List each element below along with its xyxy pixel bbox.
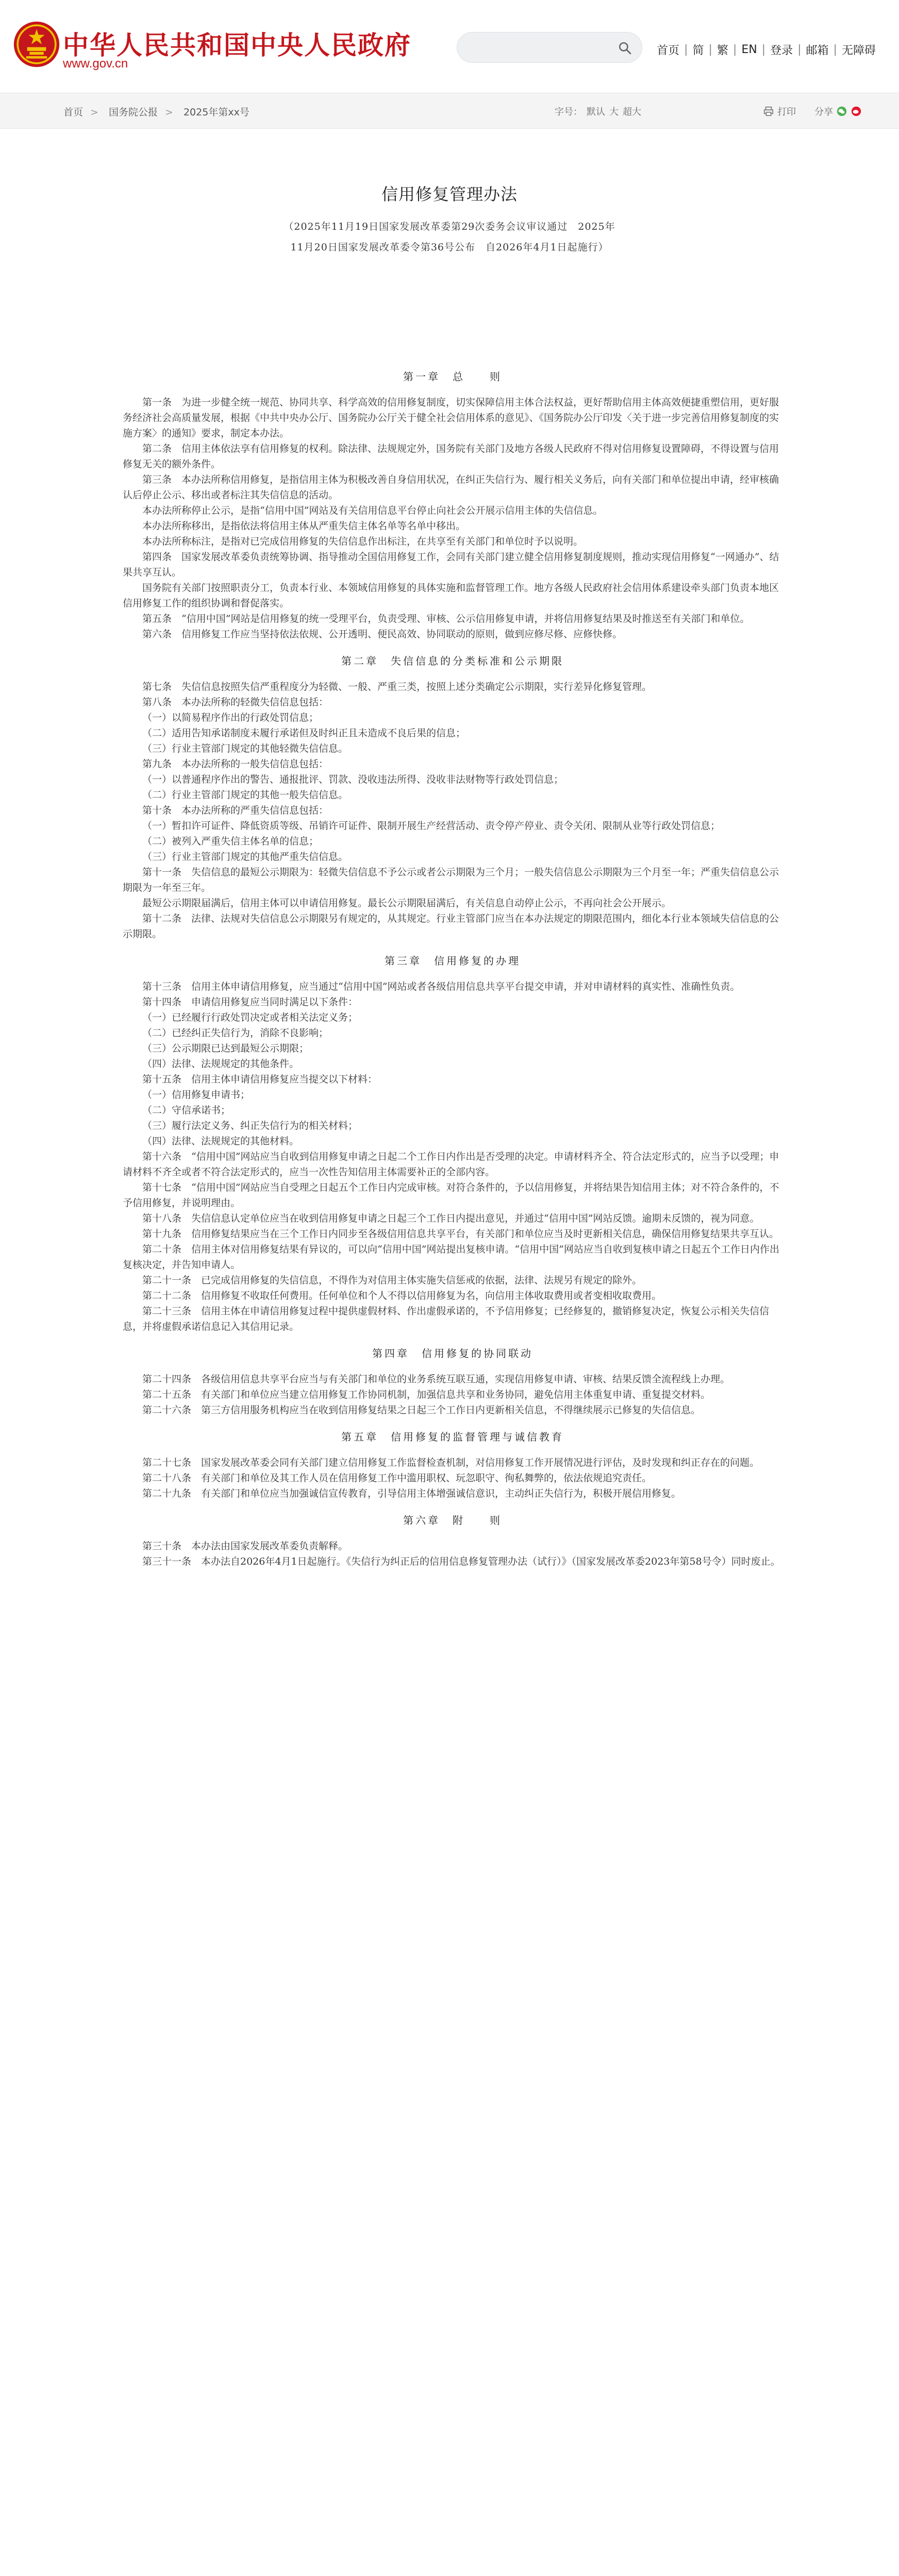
site-header xyxy=(0,0,899,93)
article-body xyxy=(63,129,836,2576)
paragraph: 第六条 信用修复工作应当坚持依法依规、公开透明、便民高效、协同联动的原则，做到应修尽修、应修快修。 xyxy=(142,629,623,640)
paragraph: 第二十一条 已完成信用修复的失信信息，不得作为对信用主体实施失信惩戒的依据，法律、法规另有规定的除外。 xyxy=(142,1275,642,1286)
paragraph: （三）行业主管部门规定的其他严重失信信息。 xyxy=(142,851,348,862)
paragraph: 第二十六条 第三方信用服务机构应当在收到信用修复结果之日起三个工作日内更新相关信息，不得继续展示已修复的失信信息。 xyxy=(142,1404,701,1416)
breadcrumb-issue[interactable]: 2025年第xx号 xyxy=(183,107,249,118)
paragraph: 第二十八条 有关部门和单位及其工作人员在信用修复工作中滥用职权、玩忽职守、徇私舞弊的，依法依规追究责任。 xyxy=(142,1472,652,1484)
paragraph: 第十一条 失信信息的最短公示期限为：轻微失信信息不予公示或者公示期限为三个月；一般失信信息公示期限为三个月至一年；严重失信信息公示期限为一年至三年。 xyxy=(123,867,779,893)
paragraph: 第二十四条 各级信用信息共享平台应当与有关部门和单位的业务系统互联互通，实现信用修复申请、审核、结果反馈全流程线上办理。 xyxy=(142,1374,730,1385)
doc-tools xyxy=(555,105,862,118)
site-url: www.gov.cn xyxy=(63,57,128,71)
nav-mail[interactable]: 邮箱 xyxy=(806,44,829,57)
font-size-label: 字号： xyxy=(555,107,582,117)
doc-meta-line-1: （2025年11月19日国家发展改革委第29次委务会议审议通过 2025年 xyxy=(284,221,615,232)
paragraph: 本办法所称移出，是指依法将信用主体从严重失信主体名单等名单中移出。 xyxy=(142,520,466,532)
paragraph: （一）信用修复申请书； xyxy=(142,1089,251,1100)
paragraph: 第十二条 法律、法规对失信信息公示期限另有规定的，从其规定。行业主管部门应当在本办法规定的期限范围内，细化本行业本领域失信信息的公示期限。 xyxy=(123,913,779,940)
national-emblem-icon[interactable] xyxy=(13,21,60,68)
nav-english[interactable]: EN xyxy=(741,43,757,56)
paragraph: （三）行业主管部门规定的其他轻微失信信息。 xyxy=(142,743,348,754)
breadcrumb-bar xyxy=(0,93,899,129)
font-size-xlarge[interactable]: 超大 xyxy=(623,107,641,117)
paragraph: 第十六条 “信用中国”网站应当自收到信用修复申请之日起二个工作日内作出是否受理的决定。申请材料齐全、符合法定形式的，应当予以受理；申请材料不齐全或者不符合法定形式的，应当一次性告知信用主体需要补正的全部内容。 xyxy=(123,1151,779,1178)
doc-meta-line-2: 11月20日国家发展改革委令第36号公布 自2026年4月1日起施行） xyxy=(290,242,609,253)
paragraph: （三）履行法定义务、纠正失信行为的相关材料； xyxy=(142,1120,358,1131)
paragraph: 第二十条 信用主体对信用修复结果有异议的，可以向“信用中国”网站提出复核申请。“信用中国”网站应当自收到复核申请之日起五个工作日内作出复核决定，并告知申请人。 xyxy=(123,1244,779,1270)
paragraph: 第十条 本办法所称的严重失信信息包括： xyxy=(142,805,329,816)
nav-accessibility[interactable]: 无障碍 xyxy=(841,44,876,57)
share-label: 分享 xyxy=(814,107,833,117)
paragraph: 本办法所称标注，是指对已完成信用修复的失信信息作出标注，在共享至有关部门和单位时予以说明。 xyxy=(142,536,584,547)
paragraph: 第二十二条 信用修复不收取任何费用。任何单位和个人不得以信用修复为名，向信用主体收取费用或者变相收取费用。 xyxy=(142,1290,662,1301)
paragraph: （二）适用告知承诺制度未履行承诺但及时纠正且未造成不良后果的信息； xyxy=(142,727,466,739)
nav-home[interactable]: 首页 xyxy=(657,44,680,57)
paragraph: 第二十三条 信用主体在申请信用修复过程中提供虚假材料、作出虚假承诺的，不予信用修复；已经修复的，撤销修复决定，恢复公示相关失信信息，并将虚假承诺信息记入其信用记录。 xyxy=(123,1306,770,1332)
paragraph: 第三十一条 本办法自2026年4月1日起施行。《失信行为纠正后的信用信息修复管理办法（试行）》（国家发展改革委2023年第58号令）同时废止。 xyxy=(142,1556,780,1567)
print-label: 打印 xyxy=(777,107,796,117)
paragraph: 第十七条 “信用中国”网站应当自受理之日起五个工作日内完成审核。对符合条件的，予以信用修复，并将结果告知信用主体；对不符合条件的，不予信用修复，并说明理由。 xyxy=(123,1182,779,1209)
chapter-heading: 第四章 信用修复的协同联动 xyxy=(372,1347,533,1360)
page-title: 信用修复管理办法 xyxy=(381,184,518,204)
paragraph: 第七条 失信信息按照失信严重程度分为轻微、一般、严重三类，按照上述分类确定公示期限，实行差异化修复管理。 xyxy=(142,681,652,692)
search-input[interactable] xyxy=(470,40,619,56)
chapter-heading: 第二章 失信信息的分类标准和公示期限 xyxy=(341,655,564,667)
paragraph: （一）以普通程序作出的警告、通报批评、罚款、没收违法所得、没收非法财物等行政处罚信息； xyxy=(142,774,564,785)
breadcrumb: 首页 > 国务院公报 > 2025年第xx号 xyxy=(63,107,249,118)
printer-icon xyxy=(763,106,774,117)
breadcrumb-home[interactable]: 首页 xyxy=(63,107,84,118)
paragraph: 第九条 本办法所称的一般失信信息包括： xyxy=(142,758,329,770)
paragraph: 第三条 本办法所称信用修复，是指信用主体为积极改善自身信用状况，在纠正失信行为、履行相关义务后，向有关部门和单位提出申请，经审核确认后停止公示、移出或者标注其失信信息的活动。 xyxy=(123,474,779,501)
paragraph: 第十四条 申请信用修复应当同时满足以下条件： xyxy=(142,996,358,1008)
paragraph: 第二十五条 有关部门和单位应当建立信用修复工作协同机制，加强信息共享和业务协同，避免信用主体重复申请、重复提交材料。 xyxy=(142,1389,711,1400)
paragraph: 第十八条 失信信息认定单位应当在收到信用修复申请之日起三个工作日内提出意见，并通过“信用中国”网站反馈。逾期未反馈的，视为同意。 xyxy=(142,1213,760,1224)
paragraph: （一）以简易程序作出的行政处罚信息； xyxy=(142,712,319,723)
paragraph: （四）法律、法规规定的其他条件。 xyxy=(142,1058,299,1070)
nav-traditional[interactable]: 繁 xyxy=(717,44,728,57)
paragraph: （二）行业主管部门规定的其他一般失信信息。 xyxy=(142,789,348,801)
paragraph: 最短公示期限届满后，信用主体可以申请信用修复。最长公示期限届满后，有关信息自动停止公示，不再向社会公开展示。 xyxy=(142,897,672,909)
paragraph: 本办法所称停止公示，是指“信用中国”网站及有关信用信息平台停止向社会公开展示信用主体的失信信息。 xyxy=(142,505,603,516)
paragraph: 第四条 国家发展改革委负责统筹协调、指导推动全国信用修复工作，会同有关部门建立健全信用修复制度规则，推动实现信用修复“一网通办”、结果共享互认。 xyxy=(123,551,779,578)
paragraph: （一）已经履行行政处罚决定或者相关法定义务； xyxy=(142,1012,358,1023)
paragraph: 第二十七条 国家发展改革委会同有关部门建立信用修复工作监督检查机制，对信用修复工作开展情况进行评估，及时发现和纠正存在的问题。 xyxy=(142,1457,760,1468)
paragraph: （一）暂扣许可证件、降低资质等级、吊销许可证件、限制开展生产经营活动、责令停产停业、责令关闭、限制从业等行政处罚信息； xyxy=(142,820,721,832)
paragraph: 第二条 信用主体依法享有信用修复的权利。除法律、法规规定外，国务院有关部门及地方各级人民政府不得对信用修复设置障碍，不得设置与信用修复无关的额外条件。 xyxy=(123,443,779,470)
paragraph: 第二十九条 有关部门和单位应当加强诚信宣传教育，引导信用主体增强诚信意识，主动纠正失信行为，积极开展信用修复。 xyxy=(142,1488,681,1499)
paragraph: （四）法律、法规规定的其他材料。 xyxy=(142,1136,299,1147)
site-title[interactable]: 中华人民共和国中央人民政府 xyxy=(63,30,411,60)
chapter-heading: 第三章 信用修复的办理 xyxy=(385,955,521,967)
weibo-share-icon xyxy=(851,106,862,117)
paragraph: 国务院有关部门按照职责分工，负责本行业、本领域信用修复的具体实施和监督管理工作。地方各级人民政府社会信用体系建设牵头部门负责本地区信用修复工作的组织协调和督促落实。 xyxy=(123,582,779,609)
paragraph: 第五条 “信用中国”网站是信用修复的统一受理平台，负责受理、审核、公示信用修复申请，并将信用修复结果及时推送至有关部门和单位。 xyxy=(142,613,750,624)
chapter-heading: 第五章 信用修复的监督管理与诚信教育 xyxy=(341,1431,564,1443)
paragraph: 第十三条 信用主体申请信用修复，应当通过“信用中国”网站或者各级信用信息共享平台提交申请，并对申请材料的真实性、准确性负责。 xyxy=(142,981,740,992)
search-box[interactable] xyxy=(457,32,642,63)
paragraph: 第十五条 信用主体申请信用修复应当提交以下材料： xyxy=(142,1074,378,1085)
paragraph: （二）被列入严重失信主体名单的信息； xyxy=(142,836,319,847)
paragraph: 第一条 为进一步健全统一规范、协同共享、科学高效的信用修复制度，切实保障信用主体合法权益，更好帮助信用主体高效便捷重塑信用，更好服务经济社会高质量发展，根据《中共中央办公厅、国务院办公厅关于健全社会信用体系的意见》、《国务院办公厅印发〈关于进一步完善信用修复制度的实施方案〉的通知》要求，制定本办法。 xyxy=(123,397,779,439)
paragraph: 第三十条 本办法由国家发展改革委负责解释。 xyxy=(142,1540,348,1552)
top-nav: 首页 | 简 | 繁 | EN | 登录 | 邮箱 | 无障碍 xyxy=(652,39,880,60)
share-button[interactable] xyxy=(814,105,862,118)
search-icon[interactable] xyxy=(618,41,631,55)
chapter-heading: 第六章 附 则 xyxy=(403,1514,502,1527)
nav-login[interactable]: 登录 xyxy=(770,44,793,57)
wechat-share-icon xyxy=(836,106,847,117)
paragraph: （二）守信承诺书； xyxy=(142,1105,231,1116)
paragraph: （三）公示期限已达到最短公示期限； xyxy=(142,1043,309,1054)
chapter-heading: 第一章 总 则 xyxy=(403,370,502,383)
nav-simplified[interactable]: 简 xyxy=(692,44,704,57)
paragraph: 第十九条 信用修复结果应当在三个工作日内同步至各级信用信息共享平台，有关部门和单位应当及时更新相关信息，确保信用修复结果共享互认。 xyxy=(142,1228,779,1240)
font-size-default[interactable]: 默认 xyxy=(587,107,605,117)
breadcrumb-gazette[interactable]: 国务院公报 xyxy=(108,107,158,118)
paragraph: 第八条 本办法所称的轻微失信信息包括： xyxy=(142,697,329,708)
paragraph: （二）已经纠正失信行为，消除不良影响； xyxy=(142,1027,329,1039)
article-content xyxy=(123,358,783,1569)
font-size-large[interactable]: 大 xyxy=(609,107,619,117)
print-button[interactable] xyxy=(763,105,796,118)
